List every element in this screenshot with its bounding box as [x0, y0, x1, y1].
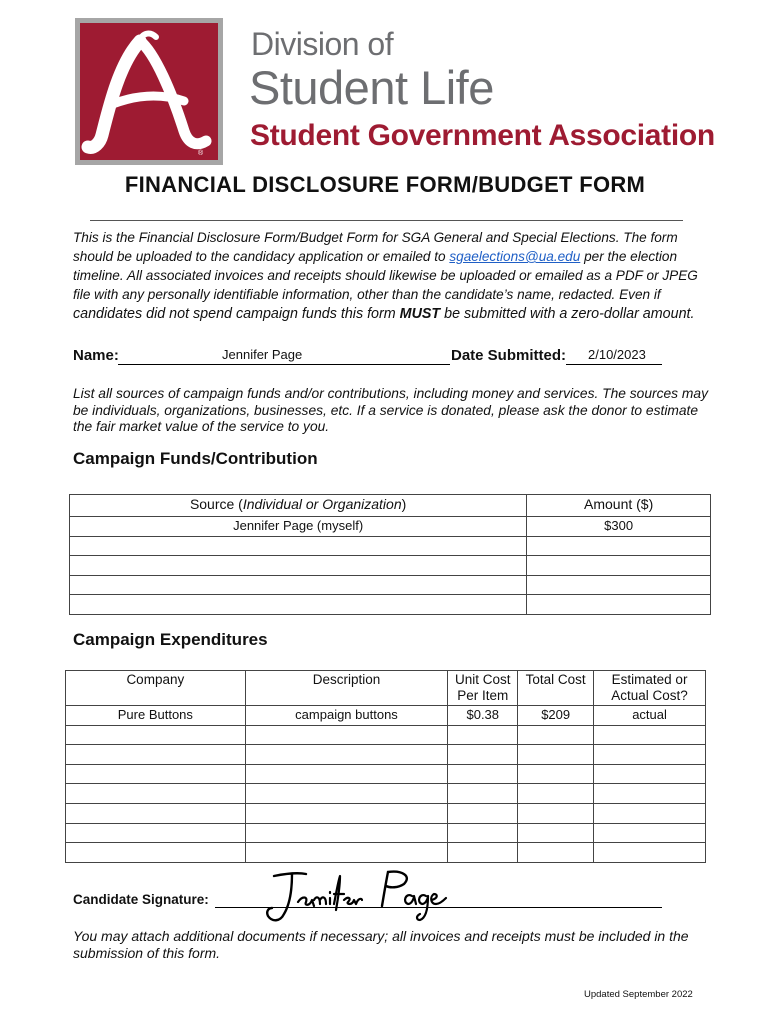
table-row	[66, 843, 706, 863]
exp-company-cell[interactable]	[66, 764, 246, 784]
exp-est-actual-cell[interactable]	[594, 745, 706, 765]
exp-unit-cost-cell[interactable]	[448, 725, 518, 745]
university-logo	[75, 18, 223, 165]
funds-amount-cell[interactable]	[527, 556, 711, 576]
exp-total-cost-cell[interactable]	[518, 803, 594, 823]
exp-unit-cost-cell[interactable]: $0.38	[448, 706, 518, 726]
funds-source-cell[interactable]	[70, 575, 527, 595]
exp-unit-cost-cell[interactable]	[448, 843, 518, 863]
exp-col-unit-cost: Unit Cost Per Item	[448, 671, 518, 706]
exp-total-cost-cell[interactable]	[518, 823, 594, 843]
header-division: Division of	[251, 26, 394, 62]
exp-total-cost-cell[interactable]	[518, 764, 594, 784]
exp-total-cost-cell[interactable]	[518, 843, 594, 863]
funds-source-cell[interactable]: Jennifer Page (myself)	[70, 517, 527, 537]
exp-company-cell[interactable]	[66, 843, 246, 863]
header-student-life: Student Life	[249, 61, 494, 114]
date-submitted-field[interactable]: 2/10/2023	[588, 347, 646, 362]
table-row	[70, 536, 711, 556]
table-row	[66, 725, 706, 745]
exp-company-cell[interactable]	[66, 745, 246, 765]
exp-description-cell[interactable]: campaign buttons	[245, 706, 448, 726]
expenditures-table	[65, 670, 706, 863]
handwritten-signature	[262, 866, 452, 933]
funds-amount-cell[interactable]	[527, 575, 711, 595]
exp-est-actual-cell[interactable]	[594, 784, 706, 804]
exp-description-cell[interactable]	[245, 745, 448, 765]
exp-unit-cost-cell[interactable]	[448, 784, 518, 804]
table-row	[66, 823, 706, 843]
header-sga: Student Government Association	[250, 119, 715, 152]
exp-unit-cost-cell[interactable]	[448, 803, 518, 823]
table-row	[70, 595, 711, 615]
intro-paragraph	[73, 228, 713, 324]
exp-est-actual-cell[interactable]: actual	[594, 706, 706, 726]
date-submitted-label: Date Submitted:	[451, 347, 567, 364]
date-line	[566, 364, 662, 365]
logo-script-a-icon	[80, 23, 218, 160]
exp-total-cost-cell[interactable]: $209	[518, 706, 594, 726]
intro-text-2: per the election timeline. All associated invoices and receipts should likewise be uploaded or emailed as a PDF or JPEG file with any personally identifiable information, other than the candidate’s name, redacted. Even if	[73, 249, 698, 302]
funds-table	[69, 494, 711, 615]
exp-est-actual-cell[interactable]	[594, 725, 706, 745]
exp-col-est-actual: Estimated or Actual Cost?	[594, 671, 706, 706]
exp-col-company: Company	[66, 671, 246, 706]
intro-must: MUST	[399, 306, 441, 322]
funds-source-cell[interactable]	[70, 595, 527, 615]
funds-col-amount: Amount ($)	[527, 495, 711, 517]
updated-date: Updated September 2022	[584, 989, 693, 1000]
exp-description-cell[interactable]	[245, 725, 448, 745]
title-divider	[90, 220, 683, 221]
intro-text-1: This is the Financial Disclosure Form/Budget Form for SGA General and Special Elections. The form should be uploaded to the candidacy application or emailed to	[73, 230, 678, 264]
table-row	[70, 556, 711, 576]
exp-est-actual-cell[interactable]	[594, 764, 706, 784]
exp-description-cell[interactable]	[245, 843, 448, 863]
attachments-note: You may attach additional documents if necessary; all invoices and receipts must be included in the submission of this form.	[73, 928, 689, 961]
funds-amount-cell[interactable]: $300	[527, 517, 711, 537]
exp-est-actual-cell[interactable]	[594, 823, 706, 843]
funds-amount-cell[interactable]	[527, 536, 711, 556]
funds-col-source: Source (Individual or Organization)	[70, 495, 527, 517]
exp-unit-cost-cell[interactable]	[448, 764, 518, 784]
exp-company-cell[interactable]	[66, 784, 246, 804]
exp-description-cell[interactable]	[245, 784, 448, 804]
intro-text-3: candidates did not spend campaign funds this form	[73, 306, 400, 322]
table-row	[66, 784, 706, 804]
exp-col-description: Description	[245, 671, 448, 706]
exp-unit-cost-cell[interactable]	[448, 745, 518, 765]
funds-amount-cell[interactable]	[527, 595, 711, 615]
exp-total-cost-cell[interactable]	[518, 745, 594, 765]
exp-company-cell[interactable]	[66, 823, 246, 843]
exp-company-cell[interactable]: Pure Buttons	[66, 706, 246, 726]
expenditures-heading: Campaign Expenditures	[73, 630, 268, 649]
exp-col-total-cost: Total Cost	[518, 671, 594, 706]
exp-est-actual-cell[interactable]	[594, 803, 706, 823]
funds-source-cell[interactable]	[70, 536, 527, 556]
table-row	[66, 706, 706, 726]
exp-description-cell[interactable]	[245, 764, 448, 784]
table-row	[70, 575, 711, 595]
funds-source-cell[interactable]	[70, 556, 527, 576]
table-row	[66, 803, 706, 823]
exp-unit-cost-cell[interactable]	[448, 823, 518, 843]
svg-text:®: ®	[198, 150, 204, 157]
name-line	[118, 364, 450, 365]
email-link[interactable]: sgaelections@ua.edu	[449, 249, 581, 264]
funds-heading: Campaign Funds/Contribution	[73, 449, 318, 468]
name-label: Name:	[73, 347, 119, 364]
exp-company-cell[interactable]	[66, 803, 246, 823]
name-field[interactable]: Jennifer Page	[222, 347, 303, 362]
signature-label: Candidate Signature:	[73, 892, 209, 907]
exp-description-cell[interactable]	[245, 803, 448, 823]
intro-text-4: be submitted with a zero-dollar amount.	[440, 306, 695, 322]
table-row	[70, 517, 711, 537]
exp-total-cost-cell[interactable]	[518, 725, 594, 745]
funds-instructions: List all sources of campaign funds and/or contributions, including money and services. The sources may be individuals, organizations, businesses, etc. If a service is donated, please ask the donor to estimate the fair market value of the service to you.	[73, 386, 708, 434]
table-row	[66, 745, 706, 765]
exp-total-cost-cell[interactable]	[518, 784, 594, 804]
exp-est-actual-cell[interactable]	[594, 843, 706, 863]
exp-description-cell[interactable]	[245, 823, 448, 843]
form-title: FINANCIAL DISCLOSURE FORM/BUDGET FORM	[124, 172, 646, 197]
table-row	[66, 764, 706, 784]
exp-company-cell[interactable]	[66, 725, 246, 745]
